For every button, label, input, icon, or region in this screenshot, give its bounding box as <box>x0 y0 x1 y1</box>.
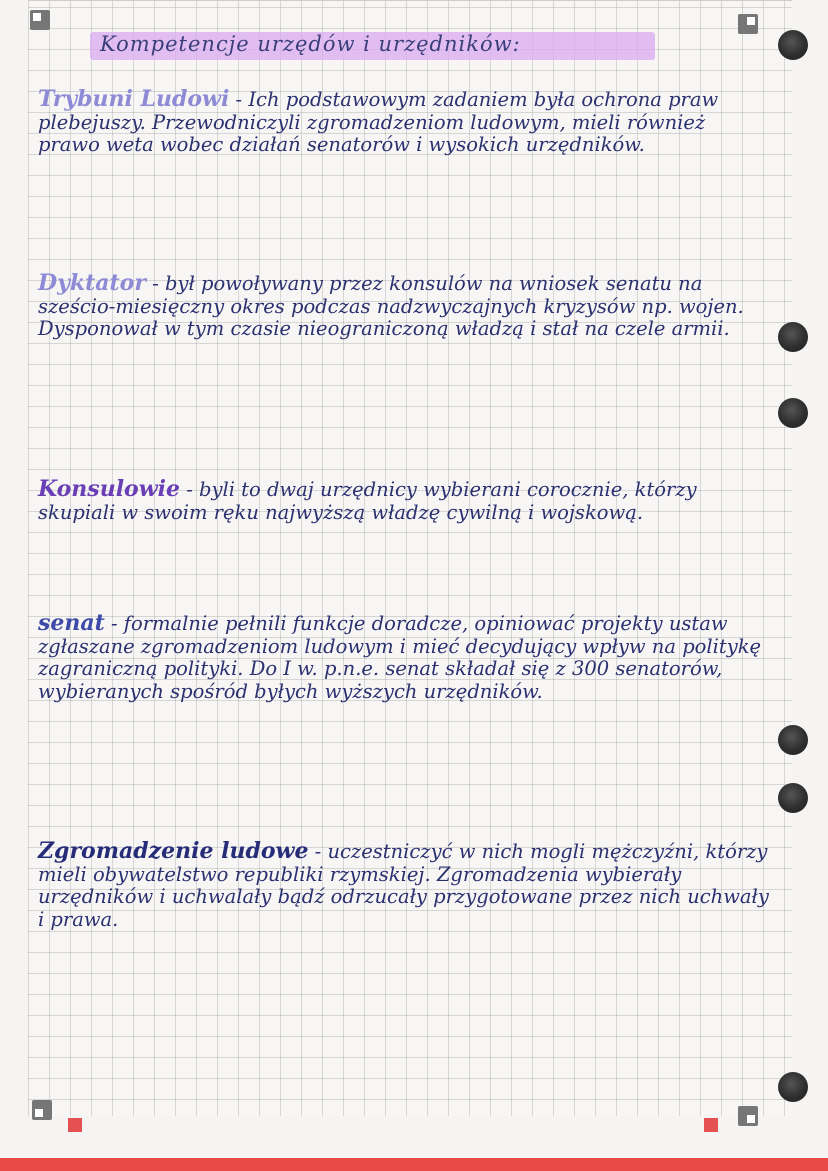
binder-hole <box>778 783 808 813</box>
right-margin <box>792 0 828 1171</box>
page-title: Kompetencje urzędów i urzędników: <box>100 32 521 56</box>
section-heading: Konsulowie <box>38 476 181 502</box>
section-consuls <box>38 478 770 524</box>
bottom-right-red-square <box>704 1118 718 1132</box>
binder-hole <box>778 398 808 428</box>
binder-hole <box>778 322 808 352</box>
top-right-corner-icon <box>738 14 758 34</box>
binder-hole <box>778 30 808 60</box>
section-text: - uczestniczyć w nich mogli mężczyźni, którzy mieli obywatelstwo republiki rzymskiej. Zgromadzenia wybierały urzędników i uchwalały bądź odrzucały przygotowane przez nich uchwały i prawa. <box>38 840 769 931</box>
binder-hole <box>778 725 808 755</box>
section-text: - Ich podstawowym zadaniem była ochrona praw plebejuszy. Przewodniczyli zgromadzeniom ludowym, mieli również prawo weta wobec działań senatorów i wysokich urzędników. <box>38 88 719 157</box>
top-left-corner-icon <box>30 10 50 30</box>
section-text: - byli to dwaj urzędnicy wybierani corocznie, którzy skupiali w swoim ręku najwyższą władzę cywilną i wojskową. <box>38 478 697 524</box>
section-senate <box>38 612 770 703</box>
left-margin <box>0 0 28 1171</box>
bottom-left-corner-icon <box>32 1100 52 1120</box>
section-assembly <box>38 840 770 931</box>
bottom-right-corner-icon <box>738 1106 758 1126</box>
section-tribunes <box>38 88 770 157</box>
section-heading: Trybuni Ludowi <box>38 86 230 112</box>
section-dictator <box>38 272 770 341</box>
section-heading: Dyktator <box>38 270 146 296</box>
binder-hole <box>778 1072 808 1102</box>
section-text: - formalnie pełnili funkcje doradcze, opiniować projekty ustaw zgłaszane zgromadzeniom ludowym i mieć decydujący wpływ na politykę zagraniczną polityki. Do I w. p.n.e. senat składał się z 300 senatorów, wybieranych spośród byłych wyższych urzędników. <box>38 612 762 703</box>
bottom-left-red-square <box>68 1118 82 1132</box>
section-heading: senat <box>38 610 105 636</box>
section-heading: Zgromadzenie ludowe <box>38 838 309 864</box>
bottom-red-bar <box>0 1158 828 1171</box>
section-text: - był powoływany przez konsulów na wniosek senatu na sześcio-miesięczny okres podczas nadzwyczajnych kryzysów np. wojen. Dysponował w tym czasie nieograniczoną władzą i stał na czele armii. <box>38 272 744 341</box>
